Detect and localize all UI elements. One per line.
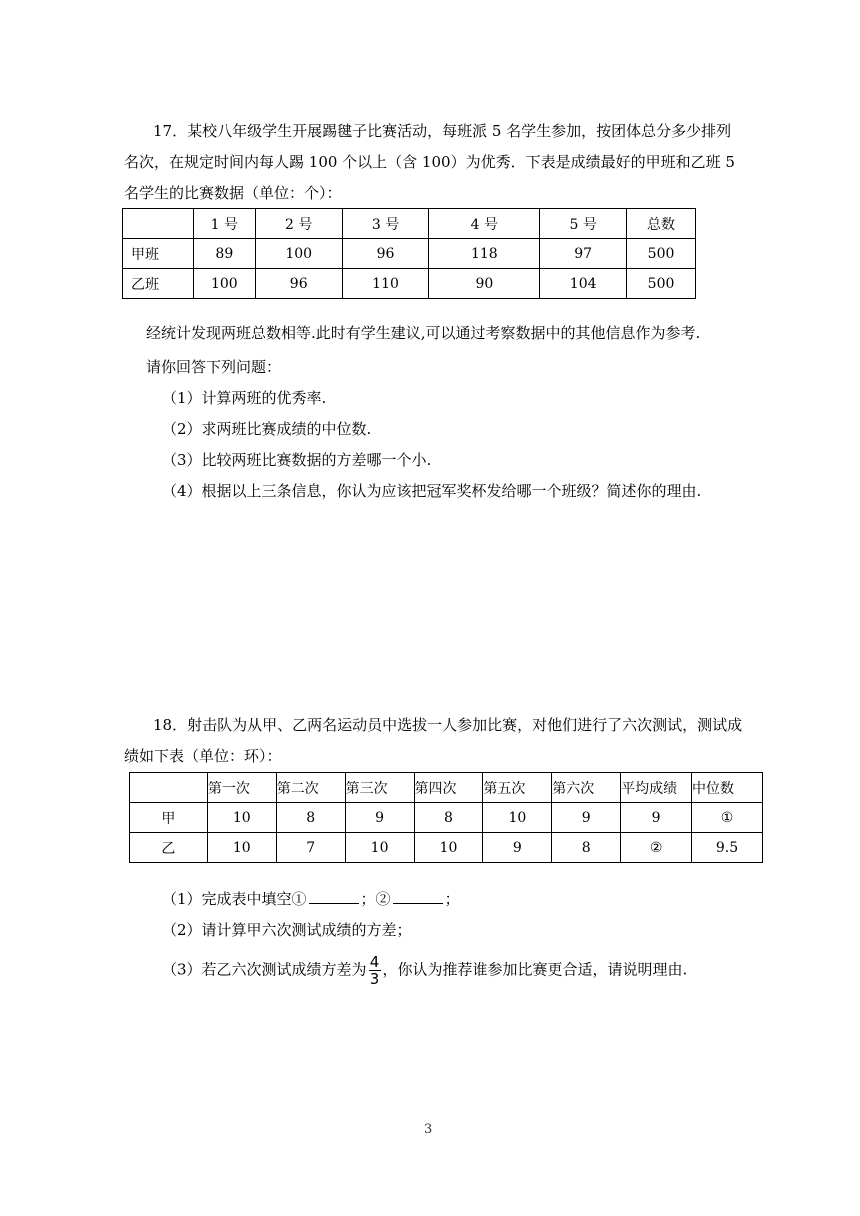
- table-cell: 8: [276, 803, 345, 833]
- fraction-numerator: 4: [369, 953, 380, 971]
- fraction: [369, 954, 381, 987]
- table-cell: 10: [345, 833, 414, 863]
- table-cell: 500: [627, 269, 696, 299]
- table-cell: 97: [540, 239, 627, 269]
- table-cell: 7: [276, 833, 345, 863]
- q18-question-1: [162, 888, 460, 909]
- table-cell: 10: [207, 803, 276, 833]
- table-cell: 9: [483, 833, 552, 863]
- table-header-cell: [123, 209, 194, 239]
- table-header-cell: [130, 773, 208, 803]
- q17-question-2: （2）求两班比赛成绩的中位数.: [162, 420, 372, 438]
- q18-q3-suffix: ，你认为推荐谁参加比赛更合适，请说明理由.: [382, 960, 688, 979]
- table-cell: 8: [414, 803, 483, 833]
- q17-note: 经统计发现两班总数相等.此时有学生建议,可以通过考察数据中的其他信息作为参考.: [146, 324, 701, 342]
- q18-intro: 18．射击队为从甲、乙两名运动员中选拔一人参加比赛，对他们进行了六次测试，测试成绩如下表（单位：环）：: [124, 716, 743, 765]
- table-cell: 10: [414, 833, 483, 863]
- table-cell: 100: [193, 269, 255, 299]
- q18-q1-prefix: （1）完成表中填空①: [162, 890, 307, 908]
- table-header-row: [123, 209, 696, 239]
- table-header-cell: 5 号: [540, 209, 627, 239]
- table-header-cell: 3 号: [342, 209, 429, 239]
- q18-q1-suffix: ；: [444, 890, 460, 908]
- table-cell: 甲: [130, 803, 208, 833]
- table-header-cell: 第一次: [207, 773, 276, 803]
- table-row: [123, 239, 696, 269]
- table-cell: 96: [342, 239, 429, 269]
- table-header-cell: 2 号: [255, 209, 342, 239]
- table-cell: 9: [552, 803, 621, 833]
- table-cell: 甲班: [123, 239, 194, 269]
- page-number: 3: [424, 1122, 433, 1137]
- q17-intro: 17．某校八年级学生开展踢毽子比赛活动，每班派 5 名学生参加，按团体总分多少排列名次，在规定时间内每人踢 100 个以上（含 100）为优秀．下表是成绩最好的甲班和乙班 5 名学生的比赛数据（单位：个）：: [124, 122, 735, 202]
- table-cell: 9: [621, 803, 692, 833]
- table-row: [130, 803, 763, 833]
- table-header-cell: 第二次: [276, 773, 345, 803]
- table-cell: 10: [483, 803, 552, 833]
- table-cell: ①: [692, 803, 763, 833]
- table-header-cell: 中位数: [692, 773, 763, 803]
- table-cell: 500: [627, 239, 696, 269]
- table-header-cell: 第五次: [483, 773, 552, 803]
- q18-table: [129, 772, 763, 863]
- answer-blank-2[interactable]: [393, 888, 443, 904]
- table-header-cell: 1 号: [193, 209, 255, 239]
- table-row: [123, 269, 696, 299]
- table-header-cell: 第六次: [552, 773, 621, 803]
- q17-question-1: （1）计算两班的优秀率.: [162, 389, 327, 407]
- table-cell: 9.5: [692, 833, 763, 863]
- q17-prompt: 请你回答下列问题：: [146, 358, 282, 376]
- q18-question-3: [162, 954, 687, 987]
- table-header-cell: 第三次: [345, 773, 414, 803]
- table-cell: 96: [255, 269, 342, 299]
- q18-question-2: （2）请计算甲六次测试成绩的方差；: [162, 921, 412, 939]
- q17-table: [122, 208, 696, 299]
- table-cell: 118: [429, 239, 540, 269]
- table-cell: 乙: [130, 833, 208, 863]
- table-header-cell: 第四次: [414, 773, 483, 803]
- table-header-cell: 4 号: [429, 209, 540, 239]
- table-cell: 乙班: [123, 269, 194, 299]
- table-cell: 90: [429, 269, 540, 299]
- table-cell: 100: [255, 239, 342, 269]
- answer-blank-1[interactable]: [309, 888, 359, 904]
- table-header-cell: 总数: [627, 209, 696, 239]
- table-header-row: [130, 773, 763, 803]
- fraction-denominator: 3: [369, 970, 380, 988]
- table-cell: 9: [345, 803, 414, 833]
- table-header-cell: 平均成绩: [621, 773, 692, 803]
- table-cell: 110: [342, 269, 429, 299]
- q17-question-3: （3）比较两班比赛数据的方差哪一个小.: [162, 451, 432, 469]
- q17-question-4: （4）根据以上三条信息，你认为应该把冠军奖杯发给哪一个班级？简述你的理由.: [162, 482, 702, 500]
- table-cell: 89: [193, 239, 255, 269]
- table-cell: 104: [540, 269, 627, 299]
- table-cell: 8: [552, 833, 621, 863]
- q18-q1-mid: ；②: [360, 890, 391, 908]
- table-cell: 10: [207, 833, 276, 863]
- table-cell: ②: [621, 833, 692, 863]
- q18-q3-prefix: （3）若乙六次测试成绩方差为: [162, 960, 367, 979]
- table-row: [130, 833, 763, 863]
